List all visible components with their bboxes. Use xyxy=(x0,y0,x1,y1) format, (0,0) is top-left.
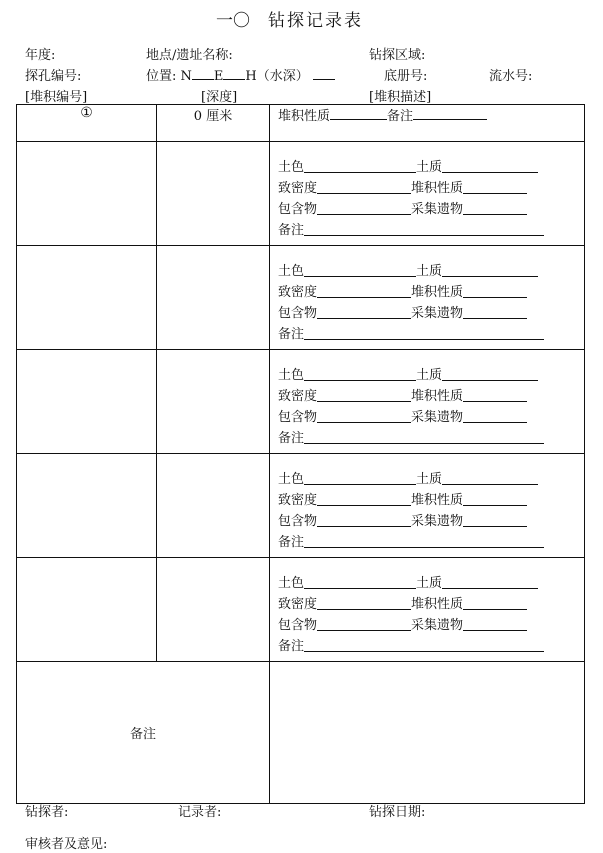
layer-note-label: 备注 xyxy=(278,223,305,238)
density-label: 致密度 xyxy=(278,181,318,196)
remarks-row xyxy=(17,662,585,804)
layer-no-cell[interactable] xyxy=(17,350,157,454)
soil-texture-blank[interactable] xyxy=(442,573,538,589)
inclusions-blank[interactable] xyxy=(317,407,411,423)
inclusions-label: 包含物 xyxy=(278,618,318,633)
chapter-number: 一〇 xyxy=(216,11,250,31)
deposit-nature-blank[interactable] xyxy=(463,386,527,402)
layer-row xyxy=(17,350,585,454)
inclusions-label: 包含物 xyxy=(278,202,318,217)
description-bracket: [堆积描述] xyxy=(369,90,432,105)
soil-color-blank[interactable] xyxy=(304,469,416,485)
layer-note-blank[interactable] xyxy=(304,220,544,236)
position-n-label: 位置: N xyxy=(146,69,192,84)
inclusions-blank[interactable] xyxy=(317,199,411,215)
position-field xyxy=(146,65,335,84)
collected-relics-blank[interactable] xyxy=(463,407,527,423)
layer-no-cell[interactable] xyxy=(17,246,157,350)
soil-texture-blank[interactable] xyxy=(442,469,538,485)
density-blank[interactable] xyxy=(317,178,411,194)
density-label: 致密度 xyxy=(278,285,318,300)
soil-texture-label: 土质 xyxy=(416,264,443,279)
position-e-blank[interactable] xyxy=(223,67,245,80)
soil-texture-label: 土质 xyxy=(416,368,443,383)
layer-note-label: 备注 xyxy=(278,535,305,550)
deposit-nature-blank[interactable] xyxy=(463,594,527,610)
layer-depth-cell[interactable] xyxy=(157,454,270,558)
soil-texture-blank[interactable] xyxy=(442,157,538,173)
density-blank[interactable] xyxy=(317,490,411,506)
note-label: 备注 xyxy=(387,109,414,124)
soil-color-blank[interactable] xyxy=(304,573,416,589)
soil-texture-blank[interactable] xyxy=(442,365,538,381)
remarks-label-cell xyxy=(17,662,270,804)
recorder-label: 记录者: xyxy=(178,805,222,820)
driller-label: 钻探者: xyxy=(25,805,69,820)
layer-no-cell[interactable] xyxy=(17,454,157,558)
year-label: 年度: xyxy=(25,48,56,63)
layer-description-cell xyxy=(270,246,585,350)
inclusions-blank[interactable] xyxy=(317,615,411,631)
deposit-nature-label: 堆积性质 xyxy=(411,285,464,300)
layer-note-blank[interactable] xyxy=(304,636,544,652)
deposit-nature-label: 堆积性质 xyxy=(411,597,464,612)
layer-depth-cell[interactable] xyxy=(157,350,270,454)
layer-row xyxy=(17,454,585,558)
collected-relics-label: 采集遗物 xyxy=(411,618,464,633)
note-blank[interactable] xyxy=(413,107,487,120)
density-label: 致密度 xyxy=(278,597,318,612)
inclusions-blank[interactable] xyxy=(317,511,411,527)
soil-texture-label: 土质 xyxy=(416,160,443,175)
layer-mark-cell xyxy=(17,105,157,142)
collected-relics-blank[interactable] xyxy=(463,199,527,215)
layer-depth-cell[interactable] xyxy=(157,246,270,350)
deposit-nature-label: 堆积性质 xyxy=(411,181,464,196)
soil-color-label: 土色 xyxy=(278,160,305,175)
soil-texture-label: 土质 xyxy=(416,576,443,591)
layer-note-blank[interactable] xyxy=(304,324,544,340)
record-table xyxy=(16,104,585,804)
inclusions-label: 包含物 xyxy=(278,514,318,529)
soil-color-label: 土色 xyxy=(278,264,305,279)
layer-no-bracket: [堆积编号] xyxy=(25,90,88,105)
density-label: 致密度 xyxy=(278,389,318,404)
layer-description-cell xyxy=(270,454,585,558)
layer-no-cell[interactable] xyxy=(17,558,157,662)
layer-description-cell xyxy=(270,350,585,454)
soil-color-blank[interactable] xyxy=(304,365,416,381)
drill-date-label: 钻探日期: xyxy=(369,805,426,820)
layer-note-label: 备注 xyxy=(278,431,305,446)
soil-color-blank[interactable] xyxy=(304,157,416,173)
page-title xyxy=(216,6,363,31)
position-h-label: H（水深） xyxy=(245,69,309,84)
position-h-blank[interactable] xyxy=(313,67,335,80)
layer-note-label: 备注 xyxy=(278,327,305,342)
nature-blank[interactable] xyxy=(330,107,387,120)
density-blank[interactable] xyxy=(317,282,411,298)
layer-description-cell xyxy=(270,558,585,662)
collected-relics-blank[interactable] xyxy=(463,615,527,631)
deposit-nature-blank[interactable] xyxy=(463,490,527,506)
density-blank[interactable] xyxy=(317,386,411,402)
remarks-label: 备注 xyxy=(129,727,156,742)
collected-relics-label: 采集遗物 xyxy=(411,410,464,425)
hole-no-label: 探孔编号: xyxy=(25,69,82,84)
nature-label: 堆积性质 xyxy=(278,109,331,124)
table-header-row xyxy=(17,105,585,142)
soil-color-label: 土色 xyxy=(278,368,305,383)
depth-start: 0 厘米 xyxy=(193,109,233,124)
register-no-label: 底册号: xyxy=(384,69,428,84)
site-name-label: 地点/遗址名称: xyxy=(146,48,233,63)
layer-row xyxy=(17,558,585,662)
title-text: 钻探记录表 xyxy=(268,11,363,31)
deposit-nature-label: 堆积性质 xyxy=(411,389,464,404)
density-blank[interactable] xyxy=(317,594,411,610)
depth-bracket: [深度] xyxy=(201,90,238,105)
layer-description-cell xyxy=(270,142,585,246)
collected-relics-blank[interactable] xyxy=(463,511,527,527)
inclusions-blank[interactable] xyxy=(317,303,411,319)
inclusions-label: 包含物 xyxy=(278,410,318,425)
collected-relics-label: 采集遗物 xyxy=(411,306,464,321)
layer-depth-cell[interactable] xyxy=(157,142,270,246)
position-n-blank[interactable] xyxy=(192,67,214,80)
remarks-content-cell[interactable] xyxy=(270,662,585,804)
layer-depth-cell[interactable] xyxy=(157,558,270,662)
density-label: 致密度 xyxy=(278,493,318,508)
inclusions-label: 包含物 xyxy=(278,306,318,321)
soil-texture-label: 土质 xyxy=(416,472,443,487)
depth-cell xyxy=(157,105,270,142)
soil-color-label: 土色 xyxy=(278,576,305,591)
layer-note-blank[interactable] xyxy=(304,428,544,444)
layer-note-blank[interactable] xyxy=(304,532,544,548)
deposit-nature-label: 堆积性质 xyxy=(411,493,464,508)
deposit-nature-blank[interactable] xyxy=(463,178,527,194)
layer-row xyxy=(17,246,585,350)
reviewer-label: 审核者及意见: xyxy=(25,837,108,852)
position-e-label: E xyxy=(213,69,224,84)
collected-relics-blank[interactable] xyxy=(463,303,527,319)
collected-relics-label: 采集遗物 xyxy=(411,514,464,529)
header-nature-cell xyxy=(270,105,585,142)
soil-texture-blank[interactable] xyxy=(442,261,538,277)
layer-mark: ① xyxy=(80,105,93,121)
collected-relics-label: 采集遗物 xyxy=(411,202,464,217)
deposit-nature-blank[interactable] xyxy=(463,282,527,298)
layer-no-cell[interactable] xyxy=(17,142,157,246)
soil-color-blank[interactable] xyxy=(304,261,416,277)
serial-no-label: 流水号: xyxy=(489,69,533,84)
drill-area-label: 钻探区域: xyxy=(369,48,426,63)
layer-note-label: 备注 xyxy=(278,639,305,654)
layer-row xyxy=(17,142,585,246)
soil-color-label: 土色 xyxy=(278,472,305,487)
